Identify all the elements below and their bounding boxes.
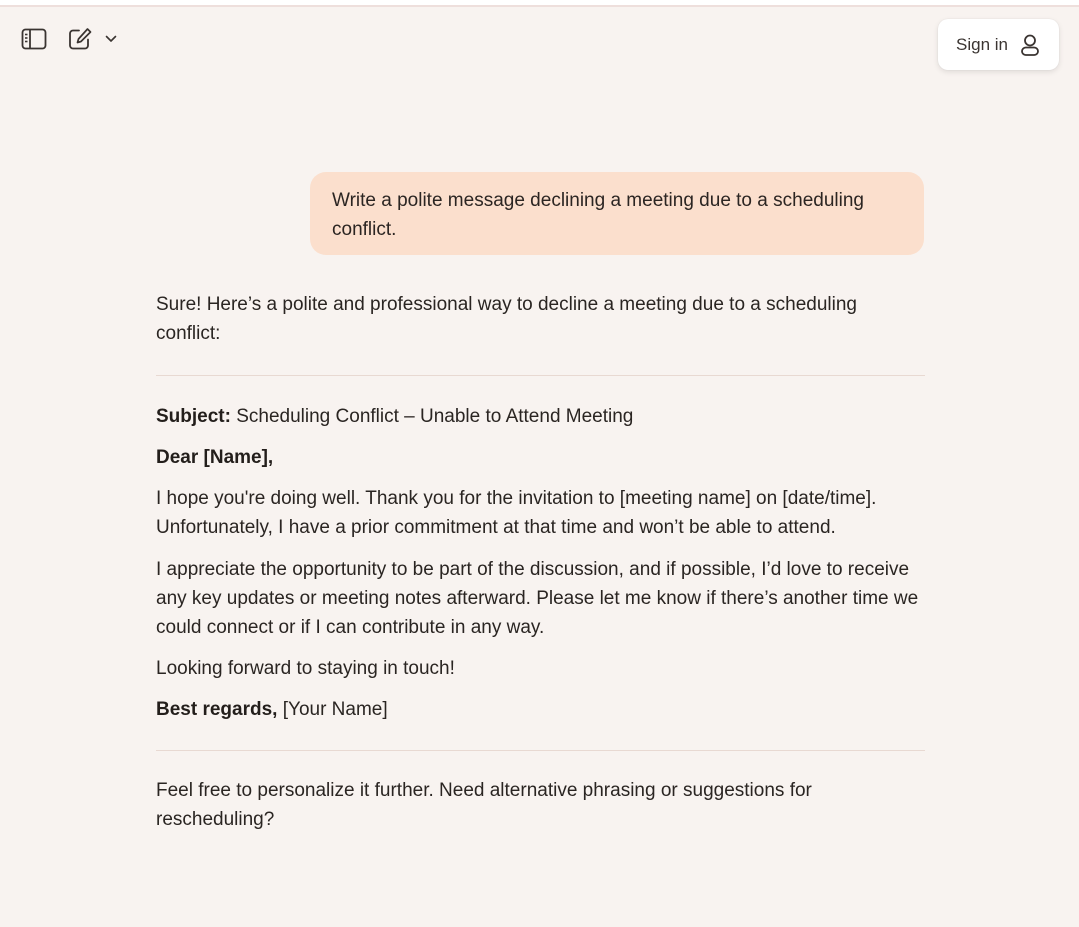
subject-label: Subject: bbox=[156, 406, 231, 427]
signoff-name: [Your Name] bbox=[282, 699, 388, 720]
user-message-bubble bbox=[310, 172, 924, 255]
email-salutation bbox=[156, 443, 926, 472]
chevron-down-icon[interactable] bbox=[104, 26, 118, 52]
sign-in-label: Sign in bbox=[956, 34, 1008, 54]
subject-text: Scheduling Conflict – Unable to Attend Meeting bbox=[236, 406, 634, 427]
user-icon bbox=[1019, 33, 1041, 57]
response-outro: Feel free to personalize it further. Need alternative phrasing or suggestions for rescheduling? bbox=[156, 780, 812, 830]
toolbar bbox=[20, 26, 118, 52]
email-paragraph-2: I appreciate the opportunity to be part of the discussion, and if possible, I’d love to receive any key updates or meeting notes afterward. Please let me know if there’s another time we could connect or if I can contribute in any way. bbox=[156, 559, 919, 638]
salutation-text: Dear [Name], bbox=[156, 447, 274, 468]
divider bbox=[156, 750, 925, 751]
email-subject-line bbox=[156, 402, 926, 431]
response-intro: Sure! Here’s a polite and professional way to decline a meeting due to a scheduling conflict: bbox=[156, 294, 857, 344]
assistant-response bbox=[156, 290, 926, 834]
compose-icon[interactable] bbox=[66, 26, 94, 52]
email-closing-line: Looking forward to staying in touch! bbox=[156, 658, 455, 679]
sidebar-icon[interactable] bbox=[20, 26, 48, 52]
signoff-label: Best regards, bbox=[156, 699, 278, 720]
user-message-text: Write a polite message declining a meeting due to a scheduling conflict. bbox=[332, 190, 864, 240]
divider bbox=[156, 375, 925, 376]
email-signoff bbox=[156, 695, 926, 724]
sign-in-button[interactable] bbox=[938, 19, 1059, 70]
email-paragraph-1: I hope you're doing well. Thank you for the invitation to [meeting name] on [date/time]. Unfortunately, I have a prior commitment at that time and won’t be able to attend. bbox=[156, 488, 877, 538]
window-top-edge bbox=[0, 0, 1079, 7]
